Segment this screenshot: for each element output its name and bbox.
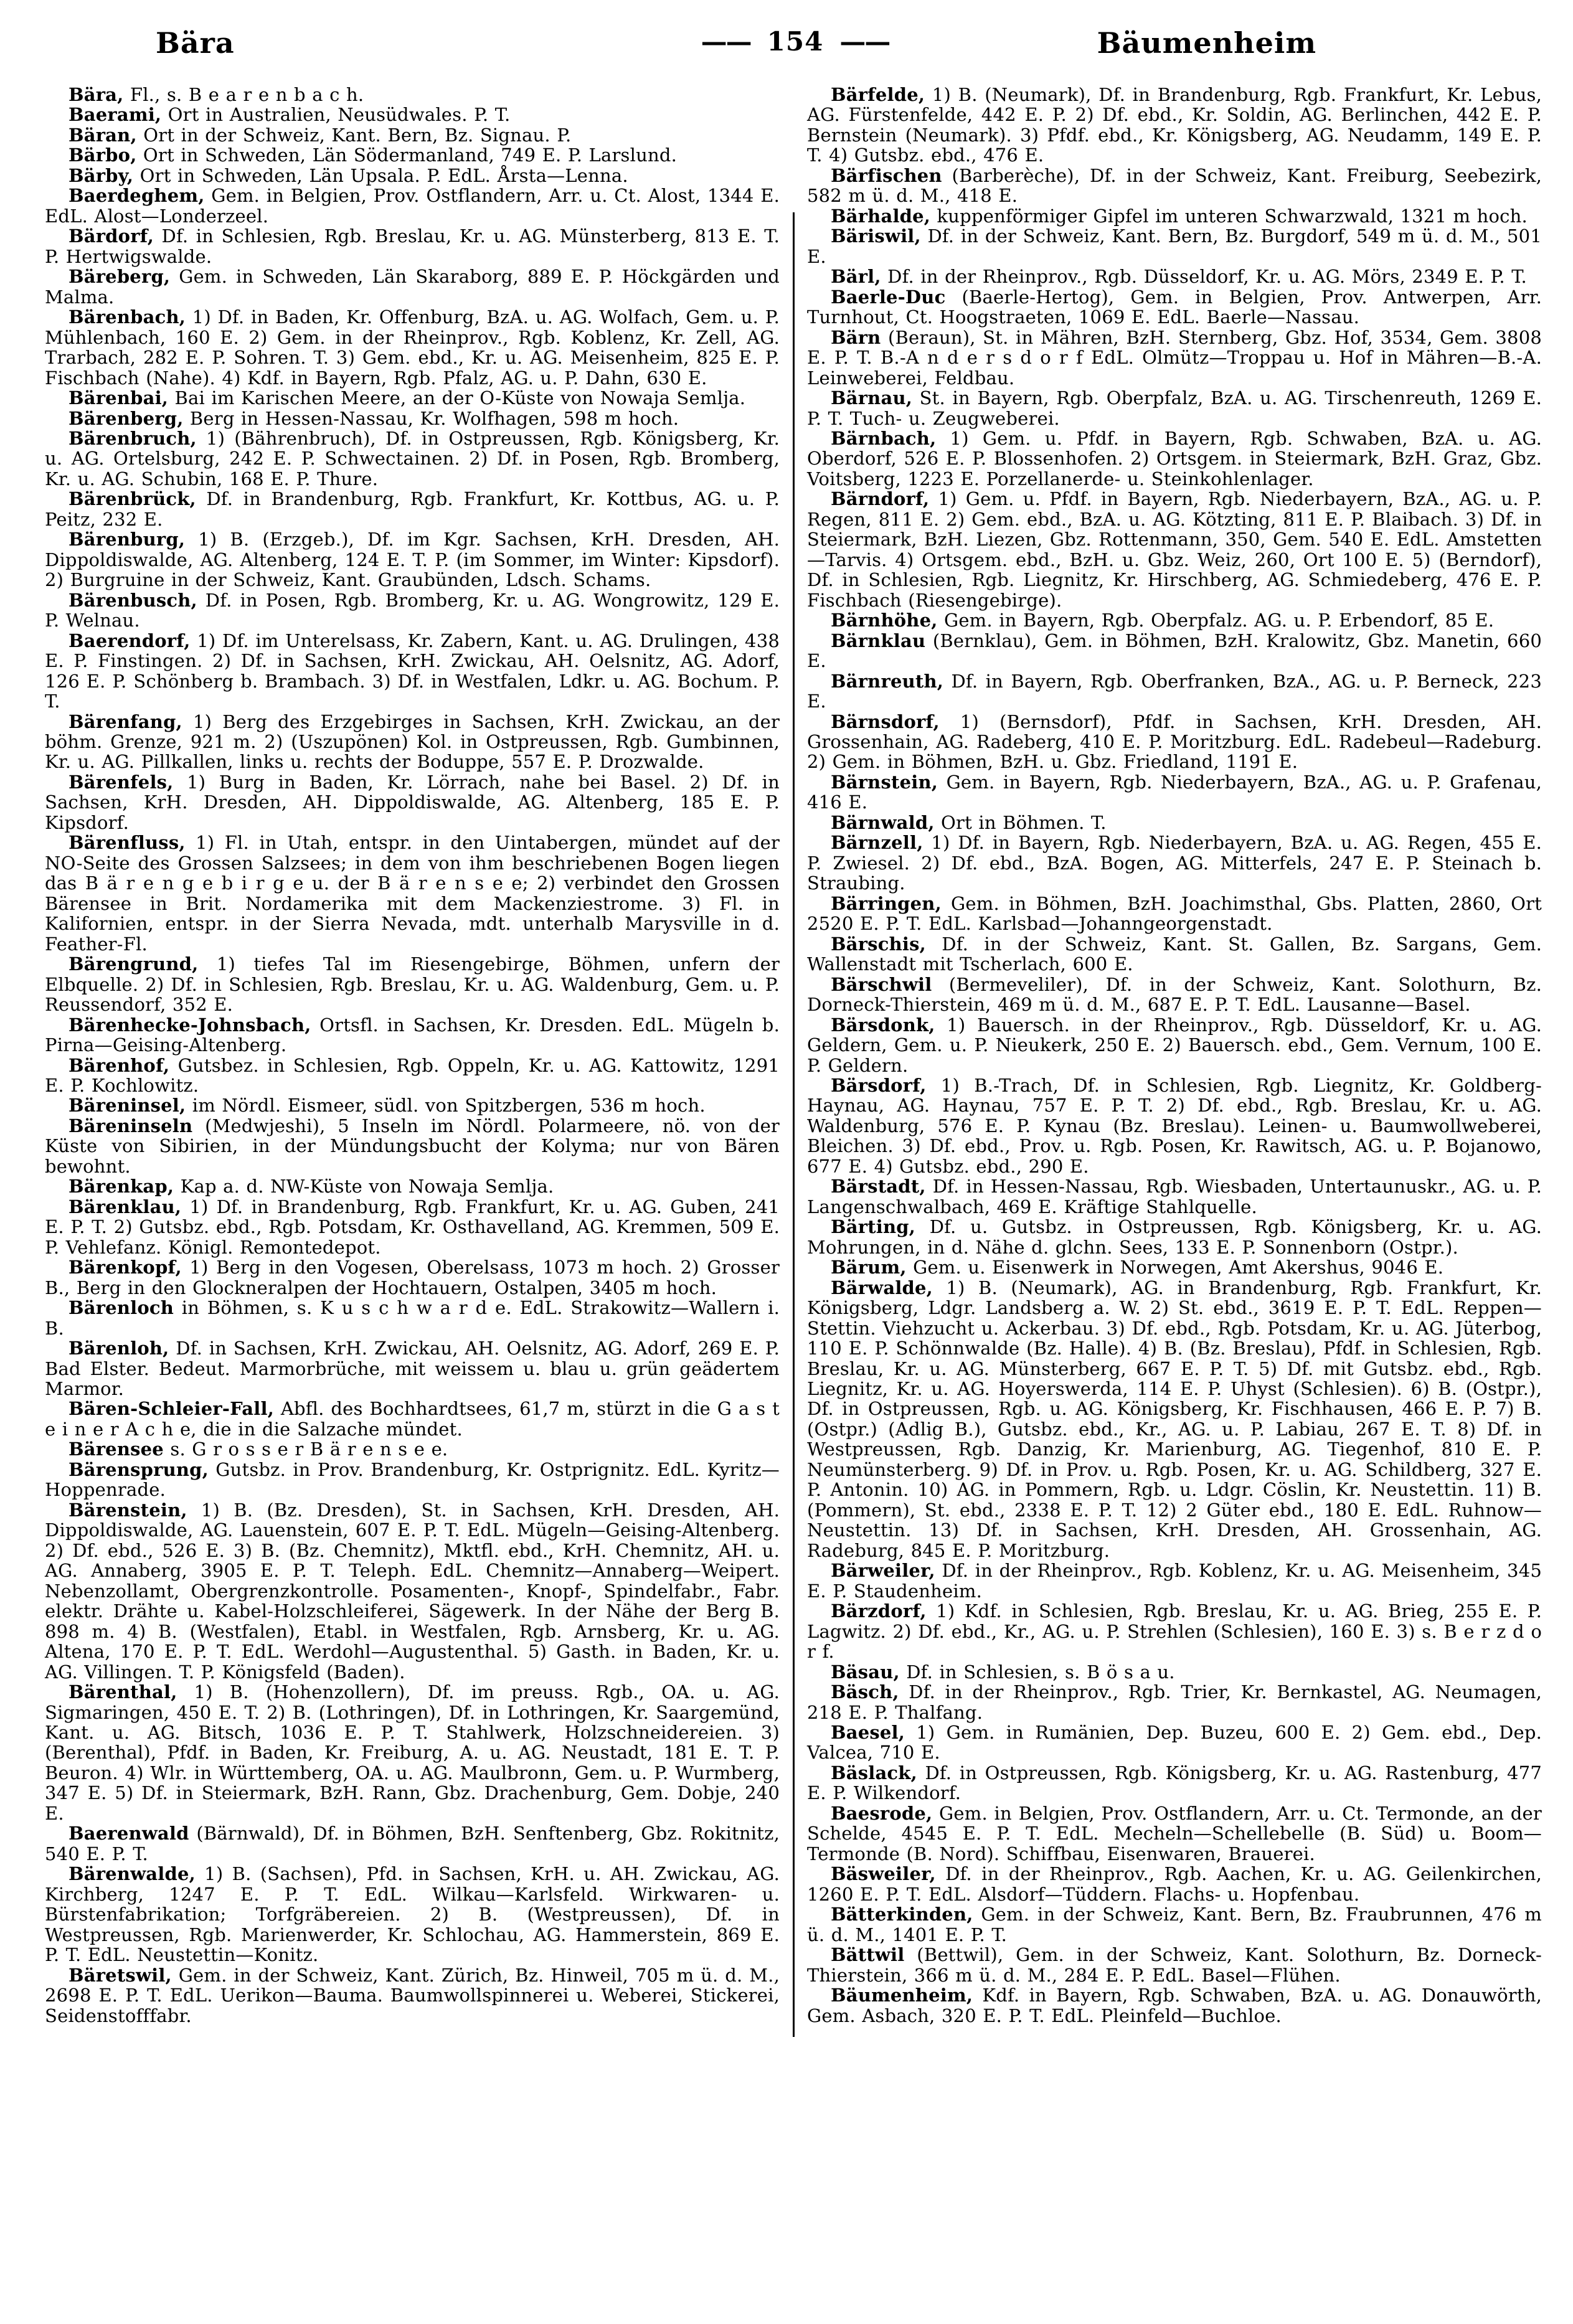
entry-term: Bärenkopf, <box>68 1257 182 1278</box>
entry-term: Bärstadt, <box>831 1176 926 1197</box>
entry-text: 1) Gem. in Rumänien, Dep. Buzeu, 600 E. 2) Gem. ebd., Dep. Valcea, 710 E. <box>807 1721 1542 1764</box>
entry-term: Bäsweiler, <box>831 1863 936 1885</box>
entry-term: Bärenberg, <box>68 407 184 429</box>
dictionary-entry <box>45 1965 780 2026</box>
entry-term: Bärringen, <box>831 892 942 914</box>
entry-text: 1) Df. in Brandenburg, Rgb. Frankfurt, Kr. u. AG. Guben, 241 E. P. T. 2) Gutsbz. ebd., Rgb. Potsdam, Kr. Osthavelland, AG. Kremmen, 509 E. P. Vehlefanz. Königl. Remontedepot. <box>45 1196 780 1258</box>
entry-term: Bättwil <box>831 1944 905 1966</box>
entry-text: 1) B. (Hohenzollern), Df. im preuss. Rgb., OA. u. AG. Sigmaringen, 450 E. T. 2) B. (Lothringen), Df. in Lothringen, Kr. Saargemünd, Kant. u. AG. Bitsch, 1036 E. P. T. Stahlwerk, Holzschneidereien. 3) (Berenthal), Pfdf. in Baden, Kr. Freiburg, A. u. AG. Neustadt, 181 E. T. P. Beuron. 4) Wlr. in Württemberg, OA. u. AG. Maulbronn, Gem. u. P. Wurmberg, 347 E. 5) Df. in Steiermark, BzH. Rann, Gbz. Drachenburg, Gem. Dobje, 240 E. <box>45 1681 780 1824</box>
entry-text: 1) Burg in Baden, Kr. Lörrach, nahe bei Basel. 2) Df. in Sachsen, KrH. Dresden, AH. Dippoldiswalde, AG. Altenberg, 185 E. P. Kipsdorf. <box>45 771 780 833</box>
entry-text: Df. in der Schweiz, Kant. St. Gallen, Bz. Sargans, Gem. Wallenstadt mit Tscherlach, 600 E. <box>807 933 1542 975</box>
dictionary-entry <box>807 287 1542 328</box>
entry-term: Bärenbruch, <box>68 427 197 449</box>
dictionary-entry <box>45 1823 780 1864</box>
dictionary-entry <box>45 105 780 125</box>
entry-text: Df. in der Rheinprov., Rgb. Trier, Kr. Bernkastel, AG. Neumagen, 218 E. P. Thalfang. <box>807 1681 1542 1723</box>
dictionary-entry <box>807 489 1542 610</box>
entry-term: Bärenfluss, <box>68 832 186 854</box>
entry-term: Bärengrund, <box>68 953 199 975</box>
dictionary-entry <box>45 489 780 529</box>
entry-text: 1) Gem. u. Pfdf. in Bayern, Rgb. Niederbayern, BzA., AG. u. P. Regen, 811 E. 2) Gem. ebd., BzA. u. AG. Kötzting, 811 E. P. Blaibach. 3) Df. in Steiermark, BzH. Liezen, Gbz. Rottenmann, 350, Gem. 540 E. EdL. Amstetten—Tarvis. 4) Ortsgem. ebd., BzH. u. Gbz. Weiz, 260, Ort 100 E. 5) (Berndorf), Df. in Schlesien, Rgb. Liegnitz, Kr. Hirschberg, AG. Schmiedeberg, 476 E. P. Fischbach (Riesengebirge). <box>807 488 1542 611</box>
entry-term: Bärnau, <box>831 387 913 409</box>
dictionary-entry <box>807 1015 1542 1075</box>
entry-term: Bärsdorf, <box>831 1074 927 1096</box>
entry-term: Bärenfels, <box>68 771 174 793</box>
dictionary-entry <box>807 1682 1542 1722</box>
column-divider-rule <box>793 212 795 2037</box>
entry-term: Bäreninseln <box>68 1115 193 1136</box>
entry-term: Baerle-Duc <box>831 286 946 308</box>
entry-term: Bärenbai, <box>68 387 169 409</box>
entry-term: Baerdeghem, <box>68 185 205 207</box>
entry-text: Df. in Sachsen, KrH. Zwickau, AH. Oelsnitz, AG. Adorf, 269 E. P. Bad Elster. Bedeut. Marmorbrüche, mit weissem u. blau u. grün geädertem Marmor. <box>45 1338 780 1399</box>
entry-term: Baesrode, <box>831 1802 933 1824</box>
entry-term: Bärenbusch, <box>68 589 197 611</box>
entry-term: Baerami, <box>68 104 162 126</box>
entry-text: Bai im Karischen Meere, an der O-Küste von Nowaja Semlja. <box>174 387 746 409</box>
dictionary-entry <box>807 1945 1542 1985</box>
entry-term: Bärenwalde, <box>68 1863 196 1885</box>
dictionary-entry <box>807 1601 1542 1661</box>
dictionary-entry <box>45 1116 780 1176</box>
dictionary-entry <box>45 267 780 307</box>
entry-term: Bärschis, <box>831 933 926 955</box>
header-center-group <box>685 26 906 57</box>
dictionary-entry <box>45 833 780 954</box>
dictionary-entry <box>807 1722 1542 1763</box>
entry-text: Df. in der Rheinprov., Rgb. Koblenz, Kr. u. AG. Meisenheim, 345 E. P. Staudenheim. <box>807 1560 1542 1602</box>
dictionary-entry <box>807 388 1542 428</box>
entry-text: 1) (Bährenbruch), Df. in Ostpreussen, Rgb. Königsberg, Kr. u. AG. Ortelsburg, 242 E. P. Schwectainen. 2) Df. in Posen, Rgb. Bromberg, Kr. u. AG. Schubin, 168 E. P. Thure. <box>45 427 780 489</box>
dictionary-entry <box>45 1439 780 1459</box>
dictionary-entry <box>807 1803 1542 1864</box>
entry-term: Bäreninsel, <box>68 1095 186 1117</box>
dictionary-entry <box>45 1460 780 1500</box>
entry-term: Bärnstein, <box>831 771 938 793</box>
entry-term: Bärenloh, <box>68 1338 169 1359</box>
dictionary-entry <box>45 1682 780 1823</box>
entry-text: 1) Berg in den Vogesen, Oberelsass, 1073 m hoch. 2) Grosser B., Berg in den Glockneralpen der Hochtauern, Ostalpen, 3405 m hoch. <box>45 1257 780 1298</box>
entry-term: Baerenwald <box>68 1823 189 1845</box>
dictionary-entry <box>45 125 780 145</box>
column-right <box>807 85 1542 2026</box>
entry-text: Gem. in Bayern, Rgb. Niederbayern, BzA., AG. u. P. Grafenau, 416 E. <box>807 771 1542 813</box>
entry-text: in Böhmen, s. K u s c h w a r d e. EdL. Strakowitz—Wallern i. B. <box>45 1297 780 1339</box>
entry-text: 1) B. (Neumark), Df. in Brandenburg, Rgb. Frankfurt, Kr. Lebus, AG. Fürstenfelde, 442 E. P. 2) Df. ebd., Kr. Soldin, AG. Berlinchen, 442 E. P. Bernstein (Neumark). 3) Pfdf. ebd., Kr. Königsberg, AG. Neudamm, 149 E. P. T. 4) Gutsbz. ebd., 476 E. <box>807 84 1542 166</box>
entry-term: Bärenkap, <box>68 1176 174 1197</box>
entry-text: Df. in Posen, Rgb. Bromberg, Kr. u. AG. Wongrowitz, 129 E. P. Welnau. <box>45 589 780 631</box>
dictionary-entry <box>807 1864 1542 1904</box>
entry-text: 1) Fl. in Utah, entspr. in den Uintabergen, mündet auf der NO-Seite des Grossen Salzsees; in dem von ihm beschriebenen Bogen liegen das B ä r e n g e b i r g e u. der B ä r e n s e e; 2) verbindet den Grossen Bärensee in Brit. Nordamerika mit dem Mackenziestrome. 3) Fl. in Kalifornien, entspr. in der Sierra Nevada, mdt. unterhalb Marysville in d. Feather-Fl. <box>45 832 780 955</box>
entry-term: Bärenburg, <box>68 529 186 550</box>
entry-term: Bärweiler, <box>831 1560 935 1582</box>
entry-text: Df. in der Rheinprov., Rgb. Düsseldorf, Kr. u. AG. Mörs, 2349 E. P. T. <box>887 266 1527 288</box>
dictionary-entry <box>45 1176 780 1196</box>
entry-term: Bärfischen <box>831 164 942 186</box>
dictionary-entry <box>807 934 1542 975</box>
entry-term: Bäreberg, <box>68 266 171 288</box>
dictionary-entry <box>45 954 780 1014</box>
entry-term: Bärnhöhe, <box>831 610 938 631</box>
dictionary-entry <box>807 1176 1542 1217</box>
entry-term: Bäsau, <box>831 1661 900 1683</box>
entry-text: im Nördl. Eismeer, südl. von Spitzbergen, 536 m hoch. <box>192 1095 706 1117</box>
entry-text: Ort in der Schweiz, Kant. Bern, Bz. Signau. P. <box>143 124 572 146</box>
dictionary-entry <box>45 166 780 186</box>
entry-term: Bären-Schleier-Fall, <box>68 1398 275 1420</box>
entry-text: (Barberèche), Df. in der Schweiz, Kant. Freiburg, Seebezirk, 582 m ü. d. M., 418 E. <box>807 164 1542 207</box>
entry-term: Bärenfang, <box>68 711 182 732</box>
dictionary-entry <box>45 1197 780 1257</box>
entry-term: Bärting, <box>831 1216 916 1238</box>
entry-text: Kap a. d. NW-Küste von Nowaja Semlja. <box>180 1176 554 1197</box>
entry-text: Gem. in Belgien, Prov. Ostflandern, Arr. u. Ct. Alost, 1344 E. EdL. Alost—Londerzeel. <box>45 185 780 227</box>
entry-text: Df. u. Gutsbz. in Ostpreussen, Rgb. Königsberg, Kr. u. AG. Mohrungen, in d. Nähe d. glchn. Sees, 133 E. P. Sonnenborn (Ostpr.). <box>807 1216 1542 1258</box>
entry-text: 1) (Bernsdorf), Pfdf. in Sachsen, KrH. Dresden, AH. Grossenhain, AG. Radeberg, 410 E. P. Moritzburg. EdL. Radebeul—Radeburg. 2) Gem. in Böhmen, BzH. u. Gbz. Friedland, 1191 E. <box>807 711 1542 773</box>
entry-term: Bärby, <box>68 164 134 186</box>
entry-text: Df. in Ostpreussen, Rgb. Königsberg, Kr. u. AG. Rastenburg, 477 E. P. Wilkendorf. <box>807 1762 1542 1804</box>
entry-term: Bärsdonk, <box>831 1014 935 1036</box>
dictionary-entry <box>45 1095 780 1115</box>
entry-term: Bärwalde, <box>831 1277 933 1298</box>
entry-text: Gem. in Belgien, Prov. Ostflandern, Arr. u. Ct. Termonde, an der Schelde, 4545 E. P. T. EdL. Mecheln—Schellebelle (B. Süd) u. Boom—Termonde (B. Nord). Schiffbau, Eisenwaren, Brauerei. <box>807 1802 1542 1864</box>
entry-text: St. in Bayern, Rgb. Oberpfalz, BzA. u. AG. Tirschenreuth, 1269 E. P. T. Tuch- u. Zeugweberei. <box>807 387 1542 429</box>
entry-term: Bärum, <box>831 1257 907 1278</box>
entry-text: 1) B. (Sachsen), Pfd. in Sachsen, KrH. u. AH. Zwickau, AG. Kirchberg, 1247 E. P. T. EdL. Wilkau—Karlsfeld. Wirkwaren- u. Bürstenfabrikation; Torfgräbereien. 2) B. (Westpreussen), Df. in Westpreussen, Rgb. Marienwerder, Kr. Schlochau, AG. Hammerstein, 869 E. P. T. EdL. Neustettin—Konitz. <box>45 1863 780 1966</box>
dictionary-entry <box>807 1904 1542 1945</box>
entry-text: Ortsfl. in Sachsen, Kr. Dresden. EdL. Mügeln b. Pirna—Geising-Altenberg. <box>45 1014 780 1056</box>
dictionary-entry <box>807 206 1542 226</box>
dictionary-entry <box>807 267 1542 286</box>
entry-text: Gem. in der Schweiz, Kant. Bern, Bz. Fraubrunnen, 476 m ü. d. M., 1401 E. P. T. <box>807 1904 1542 1945</box>
dictionary-entry <box>45 772 780 833</box>
entry-text: Kdf. in Bayern, Rgb. Schwaben, BzA. u. AG. Donauwörth, Gem. Asbach, 320 E. P. T. EdL. Pleinfeld—Buchloe. <box>807 1985 1542 2026</box>
entry-text: 1) Df. im Unterelsass, Kr. Zabern, Kant. u. AG. Drulingen, 438 E. P. Finstingen. 2) Df. in Sachsen, KrH. Zwickau, AH. Oelsnitz, AG. Adorf, 126 E. P. Schönberg b. Brambach. 3) Df. in Westfalen, Ldkr. u. AG. Bochum. P. T. <box>45 630 780 712</box>
dictionary-entry <box>807 833 1542 893</box>
entry-text: (Bernklau), Gem. in Böhmen, BzH. Kralowitz, Gbz. Manetin, 660 E. <box>807 630 1542 672</box>
dictionary-entry <box>45 1500 780 1682</box>
text-columns <box>45 85 1546 2026</box>
entry-text: Gem. in Böhmen, BzH. Joachimsthal, Gbs. Platten, 2860, Ort 2520 E. P. T. EdL. Karlsbad—Johanngeorgenstadt. <box>807 892 1542 935</box>
entry-term: Bärnbach, <box>831 427 937 449</box>
entry-text: Gutsbez. in Schlesien, Rgb. Oppeln, Kr. u. AG. Kattowitz, 1291 E. P. Kochlowitz. <box>45 1054 780 1096</box>
entry-text: Ort in Schweden, Län Södermanland, 749 E. P. Larslund. <box>143 144 678 166</box>
entry-text: 1) Df. in Bayern, Rgb. Niederbayern, BzA. u. AG. Regen, 455 E. P. Zwiesel. 2) Df. ebd., BzA. Bogen, AG. Mitterfels, 247 E. P. Steinach b. Straubing. <box>807 832 1542 894</box>
entry-text: (Bermeveliler), Df. in der Schweiz, Kant. Solothurn, Bz. Dorneck-Thierstein, 469 m ü. d. M., 687 E. P. T. EdL. Lausanne—Basel. <box>807 973 1542 1016</box>
dictionary-entry <box>45 712 780 772</box>
dictionary-entry <box>807 610 1542 630</box>
page-number: 154 <box>767 26 824 57</box>
entry-text: Df. in Bayern, Rgb. Oberfranken, BzA., AG. u. P. Berneck, 223 E. <box>807 670 1542 712</box>
dictionary-entry <box>45 1298 780 1338</box>
entry-text: Df. in Schlesien, s. B ö s a u. <box>906 1661 1175 1683</box>
entry-text: Df. in Schlesien, Rgb. Breslau, Kr. u. AG. Münsterberg, 813 E. T. P. Hertwigswalde. <box>45 225 780 267</box>
entry-term: Bärensprung, <box>68 1458 209 1480</box>
dictionary-entry <box>807 772 1542 813</box>
dictionary-entry <box>45 590 780 631</box>
entry-term: Bäsch, <box>831 1681 899 1703</box>
entry-text: 1) B. (Erzgeb.), Df. im Kgr. Sachsen, KrH. Dresden, AH. Dippoldiswalde, AG. Altenberg, 124 E. T. P. (im Sommer, im Winter: Kipsdorf). 2) Burgruine in der Schweiz, Kant. Graubünden, Ldsch. Schams. <box>45 529 780 591</box>
entry-term: Baerendorf, <box>68 630 191 651</box>
dictionary-entry <box>807 428 1542 489</box>
entry-term: Bärnklau <box>831 630 926 651</box>
dictionary-entry <box>807 1561 1542 1601</box>
dictionary-entry <box>45 1257 780 1298</box>
entry-term: Bärn <box>831 326 881 348</box>
entry-term: Bärenloch <box>68 1297 174 1319</box>
entry-text: (Bärnwald), Df. in Böhmen, BzH. Senftenberg, Gbz. Rokitnitz, 540 E. P. T. <box>45 1823 780 1864</box>
entry-text: Gem. in Bayern, Rgb. Oberpfalz. AG. u. P. Erbendorf, 85 E. <box>943 610 1495 631</box>
entry-term: Bärnreuth, <box>831 670 944 692</box>
entry-text: Fl., s. B e a r e n b a c h. <box>130 84 364 105</box>
dictionary-entry <box>45 186 780 226</box>
running-header <box>45 21 1546 68</box>
entry-text: Gem. in Schweden, Län Skaraborg, 889 E. P. Höckgärden und Malma. <box>45 266 780 308</box>
dictionary-entry <box>807 671 1542 712</box>
header-right-term: Bäumenheim <box>1097 26 1316 60</box>
entry-text: 1) Df. in Baden, Kr. Offenburg, BzA. u. AG. Wolfach, Gem. u. P. Mühlenbach, 160 E. 2) Gem. in der Rheinprov., Rgb. Koblenz, Kr. Zell, AG. Trarbach, 282 E. P. Sohren. T. 3) Gem. ebd., Kr. u. AG. Meisenheim, 825 E. P. Fischbach (Nahe). 4) Kdf. in Bayern, Rgb. Pfalz, AG. u. P. Dahn, 630 E. <box>45 306 780 389</box>
dictionary-entry <box>807 631 1542 671</box>
entry-term: Bärfelde, <box>831 84 925 105</box>
entry-text: (Beraun), St. in Mähren, BzH. Sternberg, Gbz. Hof, 3534, Gem. 3808 E. P. T. B.-A n d e r s d o r f EdL. Olmütz—Troppau u. Hof in Mähren—B.-A. Leinweberei, Feldbau. <box>807 326 1542 389</box>
entry-term: Bätterkinden, <box>831 1904 973 1925</box>
entry-text: (Bettwil), Gem. in der Schweiz, Kant. Solothurn, Bz. Dorneck-Thierstein, 366 m ü. d. M., 284 E. P. EdL. Basel—Flühen. <box>807 1944 1542 1986</box>
dictionary-entry <box>807 813 1542 833</box>
dictionary-entry <box>45 145 780 165</box>
entry-text: (Medwjeshi), 5 Inseln im Nördl. Polarmeere, nö. von der Küste von Sibirien, in der Mündungsbucht der Kolyma; nur von Bären bewohnt. <box>45 1115 780 1177</box>
entry-term: Bärenbrück, <box>68 488 196 510</box>
entry-text: Df. in der Rheinprov., Rgb. Aachen, Kr. u. AG. Geilenkirchen, 1260 E. P. T. EdL. Alsdorf—Tüddern. Flachs- u. Hopfenbau. <box>807 1863 1542 1905</box>
entry-text: kuppenförmiger Gipfel im unteren Schwarzwald, 1321 m hoch. <box>937 205 1528 227</box>
dictionary-entry <box>45 1338 780 1399</box>
column-left <box>45 85 780 2026</box>
dictionary-entry <box>45 1399 780 1439</box>
entry-term: Bärnzell, <box>831 832 923 854</box>
entry-term: Bärl, <box>831 266 881 288</box>
entry-text: Abfl. des Bochhardtsees, 61,7 m, stürzt in die G a s t e i n e r A c h e, die in die Salzache mündet. <box>45 1398 780 1440</box>
dictionary-entry <box>45 1015 780 1056</box>
dictionary-entry <box>45 1056 780 1096</box>
dictionary-entry <box>807 1985 1542 2026</box>
entry-term: Bärenklau, <box>68 1196 182 1217</box>
entry-text: Ort in Australien, Neusüdwales. P. T. <box>168 104 511 126</box>
dictionary-entry <box>807 1257 1542 1277</box>
entry-term: Bärensee <box>68 1438 164 1460</box>
entry-term: Bärbo, <box>68 144 137 166</box>
dictionary-entry <box>807 1763 1542 1803</box>
entry-term: Bärenstein, <box>68 1499 187 1521</box>
entry-text: Df. in Brandenburg, Rgb. Frankfurt, Kr. Kottbus, AG. u. P. Peitz, 232 E. <box>45 488 780 530</box>
entry-term: Bärschwil <box>831 973 932 995</box>
entry-text: Gutsbz. in Prov. Brandenburg, Kr. Ostprignitz. EdL. Kyritz—Hoppenrade. <box>45 1458 780 1501</box>
entry-text: 1) Gem. u. Pfdf. in Bayern, Rgb. Schwaben, BzA. u. AG. Oberdorf, 526 E. P. Blossenhofen. 2) Ortsgem. in Steiermark, BzH. Graz, Gbz. Voitsberg, 1223 E. Porzellanerde- u. Steinkohlenlager. <box>807 427 1542 489</box>
header-dash-left: —— <box>701 26 751 57</box>
entry-term: Bäran, <box>68 124 137 146</box>
entry-text: Ort in Böhmen. T. <box>941 811 1107 833</box>
entry-term: Bärenbach, <box>68 306 186 328</box>
dictionary-entry <box>807 166 1542 206</box>
dictionary-entry <box>45 631 780 712</box>
entry-term: Bärnsdorf, <box>831 711 940 732</box>
entry-term: Bärenthal, <box>68 1681 177 1703</box>
dictionary-entry <box>45 85 780 105</box>
entry-text: Berg in Hessen-Nassau, Kr. Wolfhagen, 598 m hoch. <box>189 407 679 429</box>
entry-term: Bärenhecke-Johnsbach, <box>68 1014 311 1036</box>
dictionary-entry <box>807 1217 1542 1257</box>
entry-text: Df. in der Schweiz, Kant. Bern, Bz. Burgdorf, 549 m ü. d. M., 501 E. <box>807 225 1542 267</box>
dictionary-entry <box>45 226 780 267</box>
entry-term: Bärenhof, <box>68 1054 170 1076</box>
entry-text: Df. in Hessen-Nassau, Rgb. Wiesbaden, Untertaunuskr., AG. u. P. Langenschwalbach, 469 E. Kräftige Stahlquelle. <box>807 1176 1542 1217</box>
entry-text: Gem. in der Schweiz, Kant. Zürich, Bz. Hinweil, 705 m ü. d. M., 2698 E. P. T. EdL. Uerikon—Bauma. Baumwollspinnerei u. Weberei, Stickerei, Seidenstofffabr. <box>45 1964 780 2026</box>
dictionary-entry <box>807 1662 1542 1682</box>
header-left-term: Bära <box>156 26 235 60</box>
dictionary-entry <box>45 388 780 408</box>
entry-text: 1) B.-Trach, Df. in Schlesien, Rgb. Liegnitz, Kr. Goldberg-Haynau, AG. Haynau, 757 E. P. T. 2) Df. ebd., Rgb. Breslau, Kr. u. AG. Waldenburg, 576 E. P. Kynau (Bz. Breslau). Leinen- u. Baumwollweberei, Bleichen. 3) Df. ebd., Prov. u. Rgb. Posen, Kr. Rawitsch, AG. u. P. Bojanowo, 677 E. 4) Gutsbz. ebd., 290 E. <box>807 1074 1542 1177</box>
entry-text: Ort in Schweden, Län Upsala. P. EdL. Årsta—Lenna. <box>139 164 628 186</box>
entry-text: 1) tiefes Tal im Riesengebirge, Böhmen, unfern der Elbquelle. 2) Df. in Schlesien, Rgb. Breslau, Kr. u. AG. Waldenburg, Gem. u. P. Reussendorf, 352 E. <box>45 953 780 1016</box>
dictionary-entry <box>45 409 780 428</box>
entry-text: 1) Bauersch. in der Rheinprov., Rgb. Düsseldorf, Kr. u. AG. Geldern, Gem. u. P. Nieukerk, 250 E. 2) Bauersch. ebd., Gem. Vernum, 100 E. P. Geldern. <box>807 1014 1542 1076</box>
entry-text: 1) B. (Neumark), AG. in Brandenburg, Rgb. Frankfurt, Kr. Königsberg, Ldgr. Landsberg a. W. 2) St. ebd., 3619 E. P. T. EdL. Reppen—Stettin. Viehzucht u. Ackerbau. 3) Df. ebd., Rgb. Potsdam, Kr. u. AG. Jüterbog, 110 E. P. Schönnwalde (Bz. Halle). 4) B. (Bz. Breslau), Pfdf. in Schlesien, Rgb. Breslau, Kr. u. AG. Münsterberg, 667 E. P. T. 5) Df. mit Gutsbz. ebd., Rgb. Liegnitz, Kr. u. AG. Hoyerswerda, 114 E. P. Uhyst (Schlesien). 6) B. (Ostpr.), Df. in Ostpreussen, Rgb. u. AG. Königsberg, Kr. Fischhausen, 466 E. P. 7) B. (Ostpr.) (Adlig B.), Gutsbz. ebd., Kr., AG. u. P. Labiau, 267 E. T. 8) Df. in Westpreussen, Rgb. Danzig, Kr. Marienburg, AG. Tiegenhof, 810 E. P. Neumünsterberg. 9) Df. in Prov. u. Rgb. Posen, Kr. u. AG. Schildberg, 327 E. P. Antonin. 10) AG. in Pommern, Rgb. u. Ldgr. Cöslin, Kr. Neustettin. 11) B. (Pommern), St. ebd., 2338 E. P. T. 12) 2 Güter ebd., 180 E. EdL. Ruhnow—Neustettin. 13) Df. in Sachsen, KrH. Dresden, AH. Grossenhain, AG. Radeburg, 845 E. P. Moritzburg. <box>807 1277 1542 1561</box>
entry-text: 1) B. (Bz. Dresden), St. in Sachsen, KrH. Dresden, AH. Dippoldiswalde, AG. Lauenstein, 607 E. P. T. EdL. Mügeln—Geising-Altenberg. 2) Df. ebd., 526 E. 3) B. (Bz. Chemnitz), Mktfl. ebd., KrH. Chemnitz, AH. u. AG. Annaberg, 3905 E. P. T. Teleph. EdL. Chemnitz—Annaberg—Weipert. Nebenzollamt, Obergrenzkontrolle. Posamenten-, Knopf-, Spindelfabr., Fabr. elektr. Drähte u. Kabel-Holzschleiferei, Sägewerk. In der Nähe der Berg B. 898 m. 4) B. (Westfalen), Etabl. in Westfalen, Rgb. Arnsberg, Kr. u. AG. Altena, 170 E. P. T. EdL. Werdohl—Augustenthal. 5) Gasth. in Baden, Kr. u. AG. Villingen. T. P. Königsfeld (Baden). <box>45 1499 780 1683</box>
entry-term: Bäretswil, <box>68 1964 172 1986</box>
entry-term: Bärzdorf, <box>831 1600 927 1622</box>
entry-term: Bärnwald, <box>831 811 935 833</box>
header-dash-right: —— <box>839 26 890 57</box>
dictionary-entry <box>807 894 1542 934</box>
entry-term: Bära, <box>68 84 124 105</box>
entry-text: 1) Kdf. in Schlesien, Rgb. Breslau, Kr. u. AG. Brieg, 255 E. P. Lagwitz. 2) Df. ebd., Kr., AG. u. P. Strehlen (Schlesien), 160 E. 3) s. B e r z d o r f. <box>807 1600 1542 1663</box>
entry-term: Bärndorf, <box>831 488 930 510</box>
entry-term: Baesel, <box>831 1721 905 1743</box>
entry-term: Bärhalde, <box>831 205 931 227</box>
entry-text: s. G r o s s e r B ä r e n s e e. <box>170 1438 448 1460</box>
dictionary-entry <box>45 307 780 388</box>
dictionary-entry <box>45 428 780 489</box>
dictionary-entry <box>807 85 1542 166</box>
entry-text: Gem. u. Eisenwerk in Norwegen, Amt Akershus, 9046 E. <box>913 1257 1444 1278</box>
entry-text: 1) Berg des Erzgebirges in Sachsen, KrH. Zwickau, an der böhm. Grenze, 921 m. 2) (Uszupönen) Kol. in Ostpreussen, Rgb. Gumbinnen, Kr. u. AG. Pillkallen, links u. rechts der Boduppe, 557 E. P. Drozwalde. <box>45 711 780 773</box>
entry-term: Bäumenheim, <box>831 1985 973 2006</box>
entry-term: Bäslack, <box>831 1762 917 1783</box>
dictionary-entry <box>45 529 780 590</box>
entry-term: Bärdorf, <box>68 225 154 247</box>
dictionary-entry <box>807 1278 1542 1561</box>
entry-text: (Baerle-Hertog), Gem. in Belgien, Prov. Antwerpen, Arr. Turnhout, Ct. Hoogstraeten, 1069 E. EdL. Baerle—Nassau. <box>807 286 1542 328</box>
dictionary-entry <box>807 328 1542 388</box>
entry-term: Bäriswil, <box>831 225 921 247</box>
dictionary-entry <box>807 975 1542 1015</box>
dictionary-entry <box>45 1864 780 1965</box>
dictionary-entry <box>807 712 1542 772</box>
dictionary-entry <box>807 1075 1542 1176</box>
dictionary-entry <box>807 226 1542 267</box>
